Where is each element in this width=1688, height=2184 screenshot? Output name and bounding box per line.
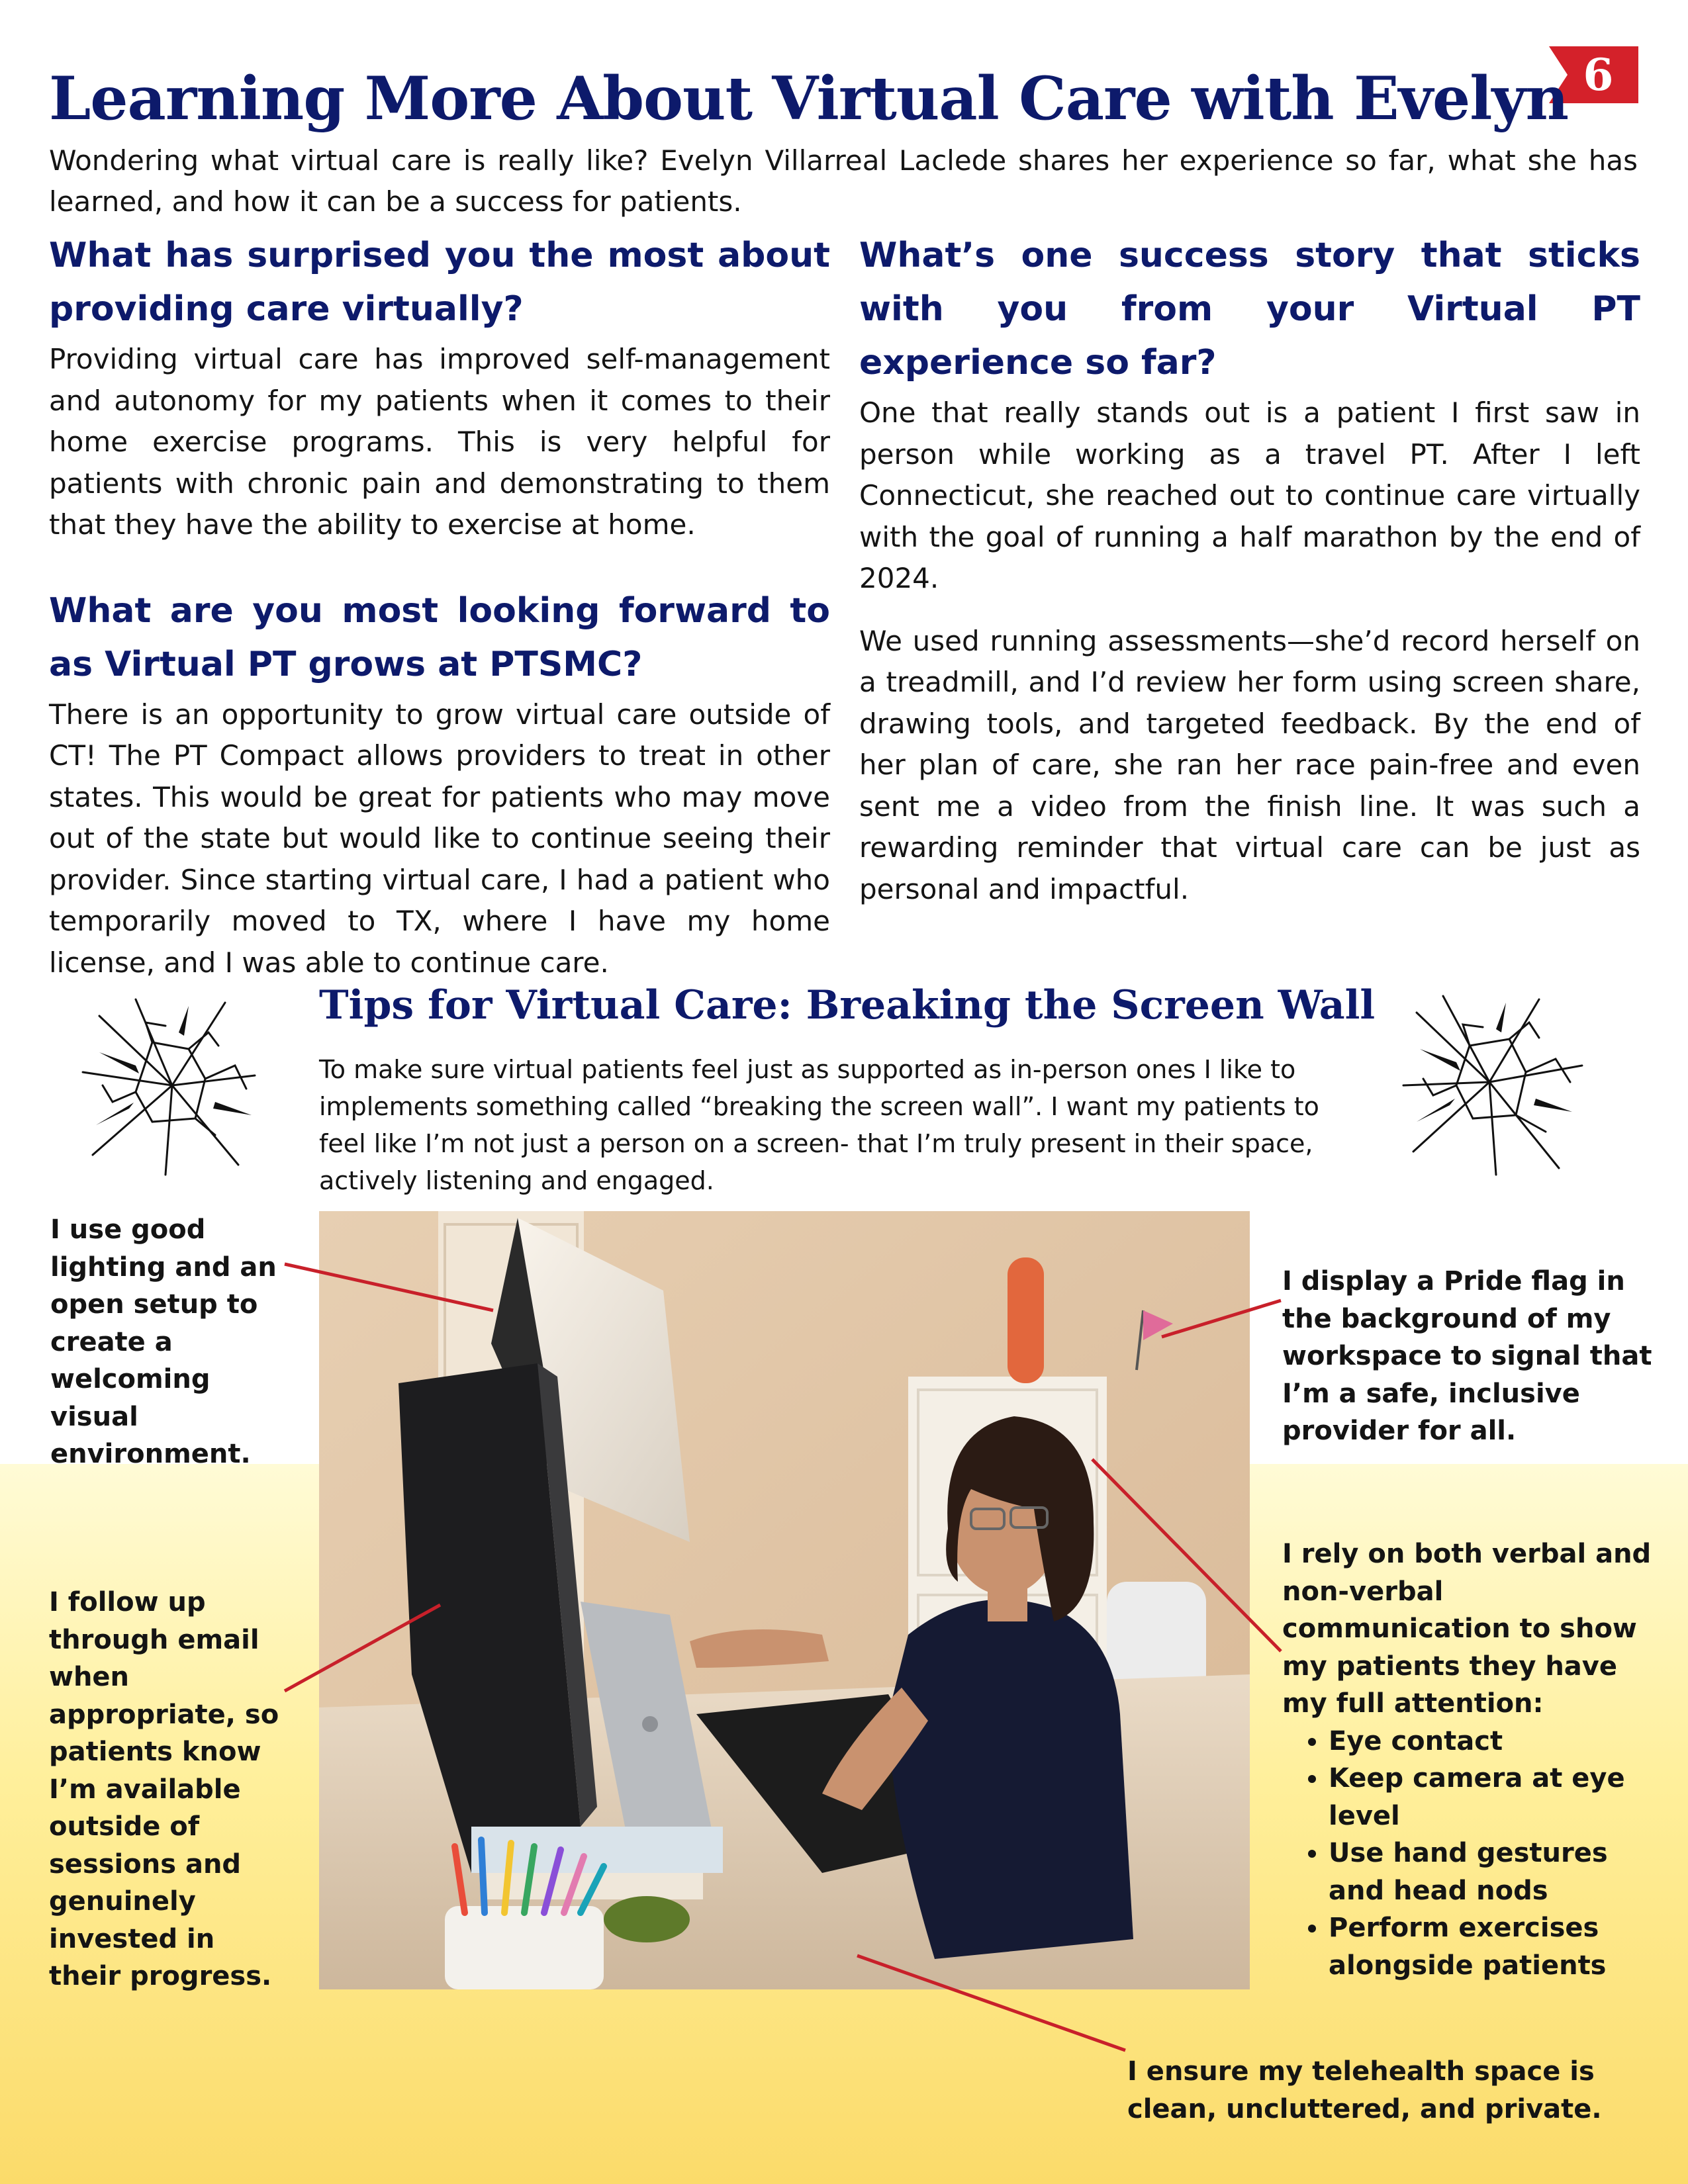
list-item: • Eye contact <box>1329 1723 1653 1760</box>
answer-success-story-2: We used running assessments—she’d record herself on a treadmill, and I’d review her form using screen share, drawing tools, and targeted feedback. By the end of her plan of care, she ran her race pain-free and even sent me a video from the finish line. It was such a rewarding reminder that virtual care can be just as personal and impactful. <box>859 624 1640 905</box>
list-item: • Perform exercises alongside patients <box>1329 1909 1653 1984</box>
left-column <box>49 229 830 1005</box>
shattered-glass-icon <box>1397 986 1589 1178</box>
callout-lighting: I use good lighting and an open setup to create a welcoming visual environment. <box>50 1214 277 1469</box>
communication-list <box>1282 1723 1653 1985</box>
callout-pride-flag: I display a Pride flag in the background of my workspace to signal that I’m a safe, inclusive provider for all. <box>1282 1266 1652 1446</box>
intro-paragraph: Wondering what virtual care is really like? Evelyn Villarreal Laclede shares her experience so far, what she has learned, and how it can be a success for patients. <box>49 144 1638 218</box>
shattered-glass-icon <box>73 986 265 1178</box>
page-number: 6 <box>1583 49 1614 101</box>
page-title: Learning More About Virtual Care with Evelyn <box>49 64 1569 134</box>
communication-intro: I rely on both verbal and non-verbal communication to show my patients they have my full attention: <box>1282 1539 1652 1719</box>
answer-surprised: Providing virtual care has improved self-management and autonomy for my patients when it comes to their home exercise programs. This is very helpful for patients with chronic pain and demonstrating to them that they have the ability to exercise at home. <box>49 343 830 541</box>
answer-success-story-1: One that really stands out is a patient I first saw in person while working as a travel PT. After I left Connecticut, she reached out to continue care virtually with the goal of running a half marathon by the end of 2024. <box>859 396 1640 594</box>
answer-looking-forward: There is an opportunity to grow virtual care outside of CT! The PT Compact allows providers to treat in other states. This would be great for patients who may move out of the state but would like to continue seeing their provider. Since starting virtual care, I had a patient who temporarily moved to TX, where I have my home license, and I was able to continue care. <box>49 698 830 979</box>
question-surprised: What has surprised you the most about providing care virtually? <box>49 236 830 329</box>
workspace-photo <box>319 1211 1250 1989</box>
right-column <box>859 229 1640 931</box>
callout-communication <box>1282 1535 1653 1984</box>
list-item: • Use hand gestures and head nods <box>1329 1835 1653 1909</box>
tips-title: Tips for Virtual Care: Breaking the Screen Wall <box>319 982 1376 1028</box>
callout-telehealth-space: I ensure my telehealth space is clean, uncluttered, and private. <box>1127 2056 1602 2124</box>
question-looking-forward: What are you most looking forward to as Virtual PT grows at PTSMC? <box>49 590 830 684</box>
tips-intro: To make sure virtual patients feel just as supported as in-person ones I like to implements something called “breaking the screen wall”. I want my patients to feel like I’m not just a person on a screen- that I’m truly present in their space, actively listening and engaged. <box>319 1055 1319 1195</box>
list-item: • Keep camera at eye level <box>1329 1760 1653 1835</box>
question-success-story: What’s one success story that sticks with you from your Virtual PT experience so far? <box>859 236 1640 383</box>
callout-email: I follow up through email when appropriate, so patients know I’m available outside of sessions and genuinely invested in their progress. <box>49 1587 279 1991</box>
